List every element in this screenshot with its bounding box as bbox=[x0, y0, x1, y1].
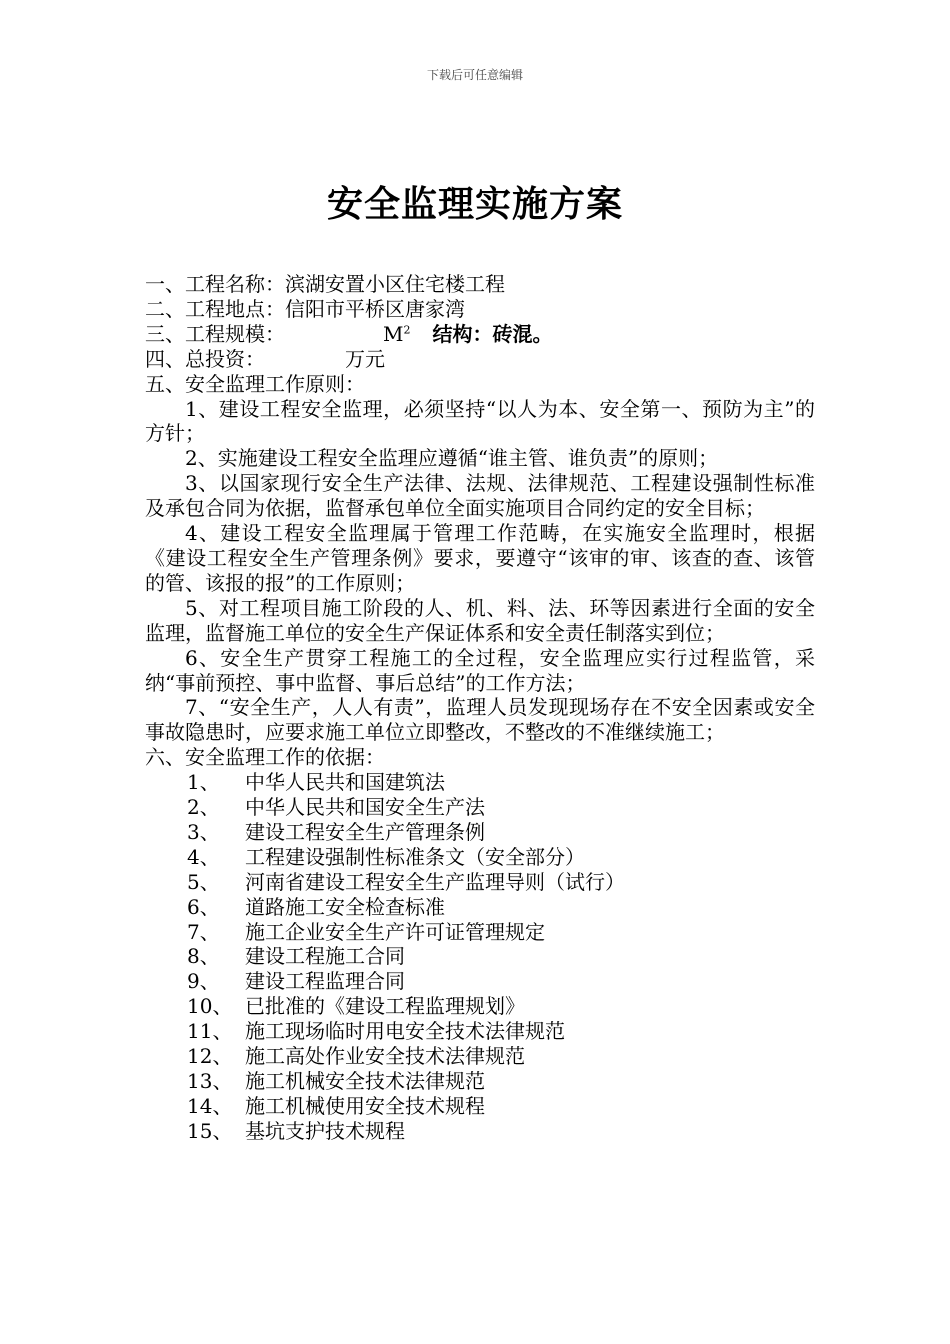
basis-item-text: 施工高处作业安全技术法律规范 bbox=[245, 1044, 525, 1069]
project-investment-label: 四、总投资： bbox=[145, 346, 265, 371]
basis-item-number: 6、 bbox=[187, 894, 220, 919]
document-title: 安全监理实施方案 bbox=[326, 183, 623, 225]
basis-list bbox=[145, 770, 815, 1144]
basis-item-text: 中华人民共和国安全生产法 bbox=[245, 795, 485, 820]
principle-item: 4、建设工程安全监理属于管理工作范畴，在实施安全监理时，根据《建设工程安全生产管理条例》要求，要遵守“该审的审、该查的查、该管的管、该报的报”的工作原则； bbox=[145, 521, 815, 595]
project-location-line bbox=[145, 297, 815, 322]
basis-item-text: 建设工程安全生产管理条例 bbox=[245, 819, 485, 844]
basis-item-text: 河南省建设工程安全生产监理导则（试行） bbox=[245, 869, 625, 894]
basis-item-text: 施工机械安全技术法律规范 bbox=[245, 1069, 485, 1093]
basis-list-item bbox=[145, 845, 815, 870]
basis-list-item bbox=[145, 770, 815, 795]
basis-item-number: 1、 bbox=[187, 770, 220, 795]
basis-item-number: 14、 bbox=[187, 1093, 233, 1118]
project-scale-unit-sup: 2 bbox=[403, 323, 411, 337]
basis-item-number: 4、 bbox=[187, 844, 220, 869]
project-location-label: 二、工程地点： bbox=[145, 296, 285, 321]
basis-item-number: 10、 bbox=[187, 994, 233, 1019]
page-header-note: 下载后可任意编辑 bbox=[426, 68, 523, 82]
project-scale-unit: M bbox=[383, 321, 404, 346]
basis-list-item bbox=[145, 1044, 815, 1069]
basis-list-item bbox=[145, 1094, 815, 1119]
basis-item-number: 7、 bbox=[187, 919, 220, 944]
basis-item-number: 11、 bbox=[187, 1019, 233, 1044]
principles-heading: 五、安全监理工作原则： bbox=[145, 371, 365, 396]
principle-item: 2、实施建设工程安全监理应遵循“谁主管、谁负责”的原则； bbox=[185, 446, 719, 471]
basis-item-number: 8、 bbox=[187, 944, 220, 969]
basis-item-text: 工程建设强制性标准条文（安全部分） bbox=[245, 844, 585, 869]
basis-item-number: 9、 bbox=[187, 969, 220, 994]
project-name-label: 一、工程名称： bbox=[145, 272, 285, 296]
principle-item: 5、对工程项目施工阶段的人、机、料、法、环等因素进行全面的安全监理，监督施工单位的安全生产保证体系和安全责任制落实到位； bbox=[145, 595, 815, 645]
project-investment-unit: 万元 bbox=[345, 346, 385, 371]
basis-item-text: 施工企业安全生产许可证管理规定 bbox=[245, 919, 545, 944]
basis-item-text: 施工现场临时用电安全技术法律规范 bbox=[245, 1019, 565, 1044]
basis-list-item bbox=[145, 994, 815, 1019]
basis-item-text: 已批准的《建设工程监理规划》 bbox=[245, 994, 525, 1019]
basis-item-text: 施工机械使用安全技术规程 bbox=[245, 1093, 485, 1118]
basis-list-item bbox=[145, 1019, 815, 1044]
project-structure: 结构：砖混。 bbox=[432, 321, 553, 346]
basis-list-item bbox=[145, 795, 815, 820]
basis-item-number: 3、 bbox=[187, 819, 220, 844]
basis-list-item bbox=[145, 969, 815, 994]
project-scale-line bbox=[145, 322, 815, 347]
project-location-value: 信阳市平桥区唐家湾 bbox=[285, 296, 465, 321]
project-scale-label: 三、工程规模： bbox=[145, 321, 285, 346]
basis-item-text: 中华人民共和国建筑法 bbox=[245, 770, 445, 795]
basis-list-item bbox=[145, 820, 815, 845]
basis-item-number: 5、 bbox=[187, 869, 220, 894]
basis-item-text: 道路施工安全检查标准 bbox=[245, 894, 445, 919]
project-name-line bbox=[145, 272, 815, 297]
principle-item: 7、“安全生产，人人有责”，监理人员发现现场存在不安全因素或安全事故隐患时，应要求施工单位立即整改，不整改的不准继续施工； bbox=[145, 695, 815, 745]
basis-list-item bbox=[145, 1119, 815, 1144]
basis-item-number: 12、 bbox=[187, 1044, 233, 1069]
basis-heading: 六、安全监理工作的依据： bbox=[145, 745, 385, 770]
basis-item-number: 13、 bbox=[187, 1069, 233, 1093]
basis-list-item bbox=[145, 1069, 815, 1094]
basis-item-text: 建设工程监理合同 bbox=[245, 969, 405, 994]
basis-item-text: 建设工程施工合同 bbox=[245, 944, 405, 969]
principle-item: 3、以国家现行安全生产法律、法规、法律规范、工程建设强制性标准及承包合同为依据，监督承包单位全面实施项目合同约定的安全目标； bbox=[145, 471, 815, 521]
document-body bbox=[145, 272, 815, 1144]
principles-list bbox=[145, 397, 815, 746]
basis-list-item bbox=[145, 870, 815, 895]
project-name-value: 滨湖安置小区住宅楼工程 bbox=[285, 272, 505, 296]
principle-item: 6、安全生产贯穿工程施工的全过程，安全监理应实行过程监管，采纳“事前预控、事中监督、事后总结”的工作方法； bbox=[145, 645, 815, 695]
project-investment-line bbox=[145, 347, 815, 372]
basis-item-number: 15、 bbox=[187, 1118, 233, 1143]
basis-list-item bbox=[145, 895, 815, 920]
basis-list-item bbox=[145, 920, 815, 945]
principle-item: 1、建设工程安全监理，必须坚持“以人为本、安全第一、预防为主”的方针； bbox=[145, 396, 815, 446]
basis-list-item bbox=[145, 944, 815, 969]
basis-item-number: 2、 bbox=[187, 795, 220, 820]
basis-item-text: 基坑支护技术规程 bbox=[245, 1118, 405, 1143]
